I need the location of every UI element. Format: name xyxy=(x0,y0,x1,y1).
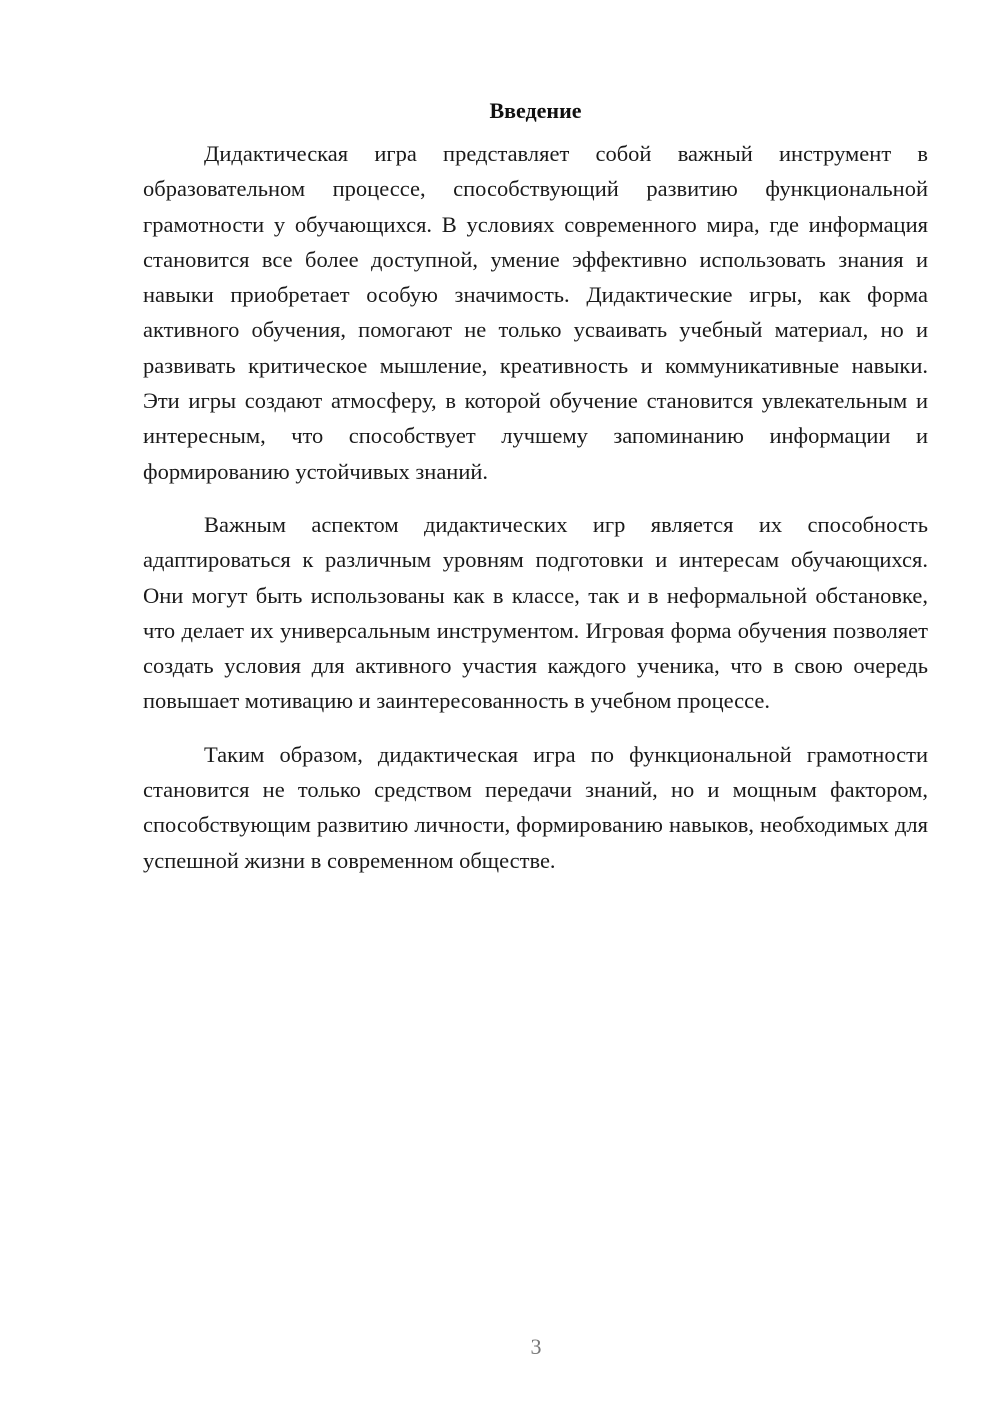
section-title: Введение xyxy=(489,98,582,123)
paragraph-3: Таким образом, дидактическая игра по функциональной грамотности становится не только средством передачи знаний, но и мощным фактором, способствующим развитию личности, формированию навыков, необходимых для успешной жизни в современном обществе. xyxy=(143,741,928,873)
page-body xyxy=(143,96,928,896)
paragraph-1: Дидактическая игра представляет собой важный инструмент в образовательном процессе, способствующий развитию функциональной грамотности у обучающихся. В условиях современного мира, где информация становится все более доступной, умение эффективно использовать знания и навыки приобретает особую значимость. Дидактические игры, как форма активного обучения, помогают не только усваивать учебный материал, но и развивать критическое мышление, креативность и коммуникативные навыки. Эти игры создают атмосферу, в которой обучение становится увлекательным и интересным, что способствует лучшему запоминанию информации и формированию устойчивых знаний. xyxy=(143,141,928,484)
paragraph-2: Важным аспектом дидактических игр является их способность адаптироваться к различным уровням подготовки и интересам обучающихся. Они могут быть использованы как в классе, так и в неформальной обстановке, что делает их универсальным инструментом. Игровая форма обучения позволяет создать условия для активного участия каждого ученика, что в свою очередь повышает мотивацию и заинтересованность в учебном процессе. xyxy=(143,511,928,714)
page-number: 3 xyxy=(530,1334,542,1359)
